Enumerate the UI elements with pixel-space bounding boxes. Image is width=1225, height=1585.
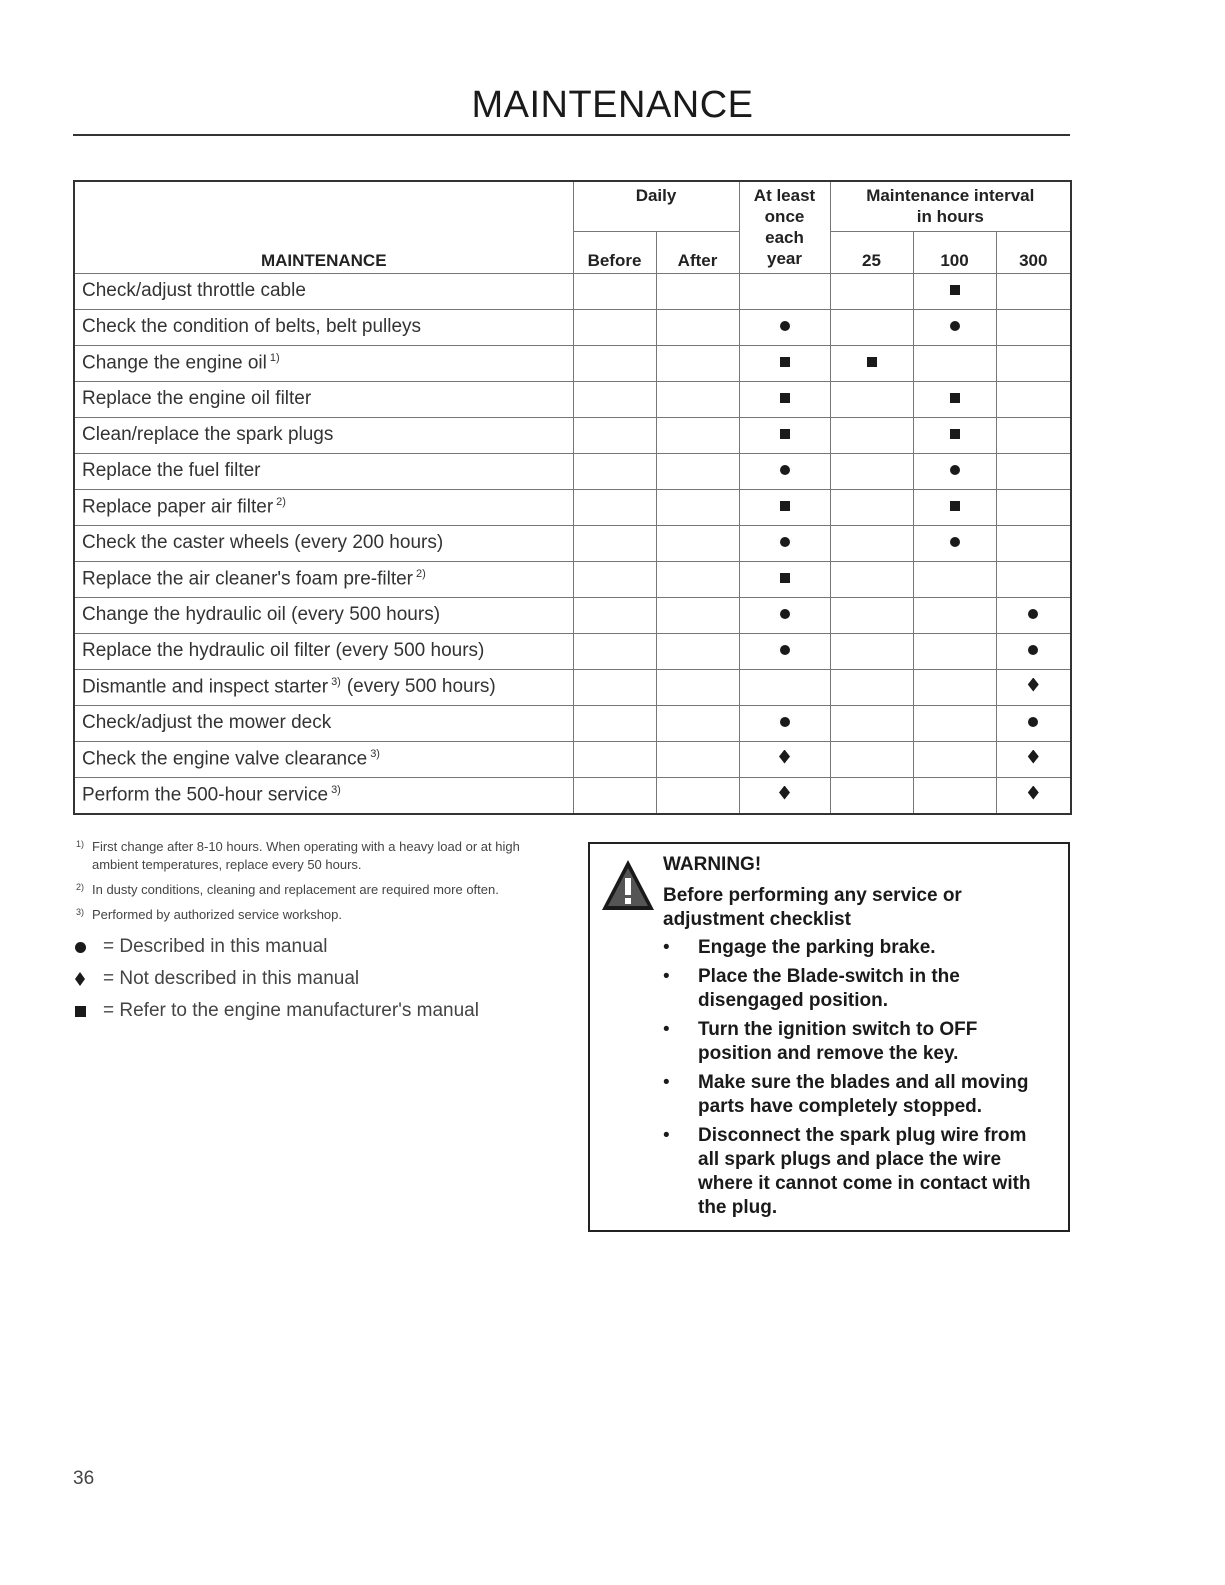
footnote-text: First change after 8-10 hours. When operating with a heavy load or at high ambient temperatures, replace every 50 hours. [92, 839, 520, 872]
schedule-cell-year [739, 525, 830, 561]
schedule-cell-h100 [913, 669, 996, 705]
legend-text: = Described in this manual [103, 936, 328, 957]
diamond-symbol-icon [779, 786, 790, 800]
header-year-line-2: once [764, 207, 805, 226]
schedule-cell-h300 [996, 525, 1071, 561]
footnote-reference: 2) [276, 495, 286, 508]
warning-checklist-item [650, 965, 1050, 1013]
schedule-cell-after [656, 417, 739, 453]
header-maintenance: MAINTENANCE [74, 181, 573, 273]
schedule-cell-h300 [996, 705, 1071, 741]
footnote-reference: 3) [370, 747, 380, 760]
task-label: Perform the 500-hour service [82, 784, 329, 806]
header-interval-line-2: in hours [916, 207, 984, 226]
circle-symbol-icon [1028, 609, 1038, 619]
table-row [74, 453, 1071, 489]
schedule-cell-after [656, 777, 739, 814]
schedule-cell-before [573, 597, 656, 633]
page-title: MAINTENANCE [471, 84, 754, 126]
schedule-cell-after [656, 489, 739, 525]
circle-symbol-icon [950, 537, 960, 547]
header-after: After [656, 231, 739, 273]
schedule-cell-h25 [830, 345, 913, 381]
diamond-symbol-icon [779, 750, 790, 764]
schedule-cell-year [739, 417, 830, 453]
header-year-line-3: each [765, 228, 804, 247]
header-100-hours: 100 [913, 231, 996, 273]
footnote-text: Performed by authorized service workshop. [92, 907, 343, 922]
schedule-cell-h25 [830, 669, 913, 705]
square-symbol-icon [780, 393, 790, 403]
footnote-reference: 3) [331, 783, 341, 796]
table-row [74, 597, 1071, 633]
schedule-cell-h100 [913, 633, 996, 669]
header-300-hours: 300 [996, 231, 1071, 273]
schedule-cell-h100 [913, 417, 996, 453]
schedule-cell-h25 [830, 489, 913, 525]
legend-item [73, 963, 553, 995]
schedule-cell-year [739, 633, 830, 669]
header-year-line-1: At least [753, 186, 816, 205]
schedule-cell-before [573, 705, 656, 741]
schedule-cell-h100 [913, 597, 996, 633]
schedule-cell-year [739, 273, 830, 309]
schedule-cell-h25 [830, 777, 913, 814]
warning-title: WARNING! [663, 854, 762, 875]
footnote [73, 881, 553, 899]
schedule-cell-h300 [996, 309, 1071, 345]
task-label: Check the caster wheels (every 200 hours) [82, 532, 444, 553]
schedule-cell-year [739, 489, 830, 525]
task-cell [74, 453, 573, 489]
warning-checklist-item [650, 936, 1050, 960]
warning-checklist-item [650, 1124, 1050, 1220]
schedule-cell-after [656, 453, 739, 489]
schedule-cell-before [573, 525, 656, 561]
diamond-symbol-icon [1028, 678, 1039, 692]
square-symbol-icon [867, 357, 877, 367]
warning-item-text: Engage the parking brake. [698, 937, 936, 958]
schedule-cell-h300 [996, 597, 1071, 633]
task-label: Replace the air cleaner's foam pre-filter [82, 568, 413, 590]
task-label: Check the engine valve clearance [82, 748, 368, 770]
schedule-cell-year [739, 453, 830, 489]
schedule-cell-after [656, 669, 739, 705]
schedule-cell-h300 [996, 417, 1071, 453]
table-row [74, 633, 1071, 669]
schedule-cell-after [656, 705, 739, 741]
task-label-suffix: (every 500 hours) [346, 676, 496, 698]
schedule-cell-h300 [996, 777, 1071, 814]
schedule-cell-before [573, 561, 656, 597]
task-cell [74, 489, 573, 525]
schedule-cell-year [739, 597, 830, 633]
task-label: Check/adjust the mower deck [82, 712, 332, 733]
circle-symbol-icon [780, 717, 790, 727]
schedule-cell-h300 [996, 453, 1071, 489]
warning-triangle-icon [600, 858, 656, 917]
task-label: Check the condition of belts, belt pulleys [82, 316, 422, 337]
square-symbol-icon [75, 1006, 86, 1017]
table-row [74, 489, 1071, 525]
schedule-cell-before [573, 381, 656, 417]
schedule-cell-before [573, 741, 656, 777]
schedule-cell-h300 [996, 561, 1071, 597]
footnote-mark: 2) [76, 882, 85, 892]
schedule-cell-h100 [913, 345, 996, 381]
schedule-cell-h100 [913, 561, 996, 597]
task-cell [74, 777, 573, 814]
task-cell [74, 741, 573, 777]
warning-intro: Before performing any service or adjustment checklist [663, 885, 962, 930]
schedule-cell-h300 [996, 381, 1071, 417]
schedule-cell-h300 [996, 273, 1071, 309]
schedule-cell-h25 [830, 705, 913, 741]
square-symbol-icon [780, 357, 790, 367]
header-before: Before [573, 231, 656, 273]
legend-item [73, 931, 553, 963]
schedule-cell-after [656, 561, 739, 597]
header-maintenance-interval [830, 181, 1071, 231]
bullet-icon: • [663, 1019, 670, 1040]
square-symbol-icon [780, 501, 790, 511]
schedule-cell-h100 [913, 489, 996, 525]
table-row [74, 345, 1071, 381]
schedule-cell-year [739, 561, 830, 597]
header-interval-line-1: Maintenance interval [866, 186, 1035, 205]
schedule-cell-h100 [913, 777, 996, 814]
square-symbol-icon [950, 501, 960, 511]
task-label: Change the hydraulic oil (every 500 hours) [82, 604, 441, 625]
warning-item-text: Disconnect the spark plug wire from all spark plugs and place the wire where it cannot come in contact with the plug. [698, 1125, 1031, 1218]
task-cell [74, 417, 573, 453]
task-label: Clean/replace the spark plugs [82, 424, 334, 445]
schedule-cell-year [739, 777, 830, 814]
square-symbol-icon [950, 393, 960, 403]
task-label: Dismantle and inspect starter [82, 676, 329, 698]
schedule-cell-year [739, 741, 830, 777]
task-label: Replace the engine oil filter [82, 388, 312, 409]
schedule-cell-h25 [830, 309, 913, 345]
warning-checklist-item [650, 1071, 1050, 1119]
schedule-cell-h100 [913, 381, 996, 417]
schedule-cell-h25 [830, 741, 913, 777]
table-row [74, 525, 1071, 561]
square-symbol-icon [780, 429, 790, 439]
table-row [74, 669, 1071, 705]
task-cell [74, 381, 573, 417]
warning-item-text: Place the Blade-switch in the disengaged position. [698, 966, 960, 1011]
schedule-cell-h100 [913, 273, 996, 309]
warning-box [588, 842, 1070, 1232]
bullet-icon: • [663, 937, 670, 958]
schedule-cell-h25 [830, 273, 913, 309]
table-row [74, 417, 1071, 453]
schedule-cell-year [739, 705, 830, 741]
legend-item [73, 995, 553, 1027]
schedule-cell-h300 [996, 489, 1071, 525]
task-cell [74, 597, 573, 633]
circle-symbol-icon [75, 942, 86, 953]
schedule-cell-after [656, 633, 739, 669]
circle-symbol-icon [780, 645, 790, 655]
schedule-cell-h25 [830, 633, 913, 669]
schedule-cell-h300 [996, 633, 1071, 669]
schedule-cell-before [573, 345, 656, 381]
footnote [73, 838, 553, 874]
schedule-cell-h300 [996, 345, 1071, 381]
schedule-cell-h25 [830, 597, 913, 633]
schedule-cell-h25 [830, 417, 913, 453]
table-row [74, 309, 1071, 345]
diamond-symbol-icon [1028, 750, 1039, 764]
footnote-reference: 1) [269, 351, 280, 364]
schedule-cell-after [656, 345, 739, 381]
diamond-symbol-icon [1028, 786, 1039, 800]
schedule-cell-after [656, 309, 739, 345]
square-symbol-icon [780, 573, 790, 583]
warning-item-text: Turn the ignition switch to OFF position and remove the key. [698, 1019, 978, 1064]
task-cell [74, 273, 573, 309]
schedule-cell-after [656, 273, 739, 309]
task-cell [74, 669, 573, 705]
schedule-cell-year [739, 345, 830, 381]
warning-checklist-item [650, 1018, 1050, 1066]
square-symbol-icon [950, 429, 960, 439]
schedule-cell-h100 [913, 705, 996, 741]
diamond-symbol-icon [75, 972, 85, 986]
task-label: Change the engine oil [82, 352, 267, 374]
schedule-cell-h100 [913, 453, 996, 489]
circle-symbol-icon [1028, 717, 1038, 727]
bullet-icon: • [663, 1072, 670, 1093]
header-daily: Daily [573, 181, 739, 231]
page-number: 36 [73, 1468, 95, 1489]
circle-symbol-icon [780, 537, 790, 547]
schedule-cell-year [739, 669, 830, 705]
footnote-reference: 2) [416, 567, 426, 580]
footnote-mark: 1) [76, 839, 85, 849]
legend-text: = Refer to the engine manufacturer's manual [103, 1000, 479, 1021]
footnotes-and-legend [73, 838, 553, 1027]
schedule-cell-h25 [830, 381, 913, 417]
schedule-cell-after [656, 525, 739, 561]
schedule-cell-before [573, 273, 656, 309]
task-cell [74, 345, 573, 381]
square-symbol-icon [950, 285, 960, 295]
legend-text: = Not described in this manual [103, 968, 360, 989]
schedule-cell-year [739, 381, 830, 417]
schedule-cell-h25 [830, 561, 913, 597]
maintenance-schedule-table [73, 180, 1072, 815]
footnote [73, 906, 553, 924]
task-label: Replace paper air filter [82, 496, 274, 518]
schedule-cell-before [573, 669, 656, 705]
task-cell [74, 309, 573, 345]
circle-symbol-icon [780, 465, 790, 475]
table-row [74, 741, 1071, 777]
table-row [74, 381, 1071, 417]
schedule-cell-h300 [996, 741, 1071, 777]
schedule-cell-before [573, 309, 656, 345]
circle-symbol-icon [780, 321, 790, 331]
footnote-mark: 3) [76, 907, 85, 917]
circle-symbol-icon [950, 321, 960, 331]
task-label: Replace the fuel filter [82, 460, 261, 481]
bullet-icon: • [663, 1125, 670, 1146]
schedule-cell-h100 [913, 525, 996, 561]
header-25-hours: 25 [830, 231, 913, 273]
schedule-cell-before [573, 633, 656, 669]
schedule-cell-after [656, 381, 739, 417]
table-row [74, 561, 1071, 597]
task-cell [74, 525, 573, 561]
schedule-cell-after [656, 597, 739, 633]
schedule-cell-year [739, 309, 830, 345]
schedule-cell-before [573, 489, 656, 525]
footnote-text: In dusty conditions, cleaning and replacement are required more often. [92, 882, 499, 897]
schedule-cell-h100 [913, 309, 996, 345]
title-divider [73, 134, 1070, 136]
schedule-cell-after [656, 741, 739, 777]
symbol-legend [73, 931, 553, 1027]
header-at-least-once-each-year [739, 181, 830, 273]
footnote-reference: 3) [331, 675, 341, 688]
table-row [74, 705, 1071, 741]
header-year-line-4: year [767, 249, 802, 268]
bullet-icon: • [663, 966, 670, 987]
task-label: Check/adjust throttle cable [82, 280, 306, 301]
circle-symbol-icon [780, 609, 790, 619]
schedule-cell-h300 [996, 669, 1071, 705]
schedule-cell-h25 [830, 453, 913, 489]
warning-item-text: Make sure the blades and all moving parts have completely stopped. [698, 1072, 1029, 1117]
schedule-cell-before [573, 453, 656, 489]
task-cell [74, 633, 573, 669]
warning-checklist [650, 936, 1050, 1225]
table-row [74, 273, 1071, 309]
task-cell [74, 561, 573, 597]
circle-symbol-icon [950, 465, 960, 475]
task-cell [74, 705, 573, 741]
circle-symbol-icon [1028, 645, 1038, 655]
schedule-cell-before [573, 777, 656, 814]
schedule-cell-h25 [830, 525, 913, 561]
table-row [74, 777, 1071, 814]
schedule-cell-before [573, 417, 656, 453]
schedule-cell-h100 [913, 741, 996, 777]
task-label: Replace the hydraulic oil filter (every 500 hours) [82, 640, 485, 661]
